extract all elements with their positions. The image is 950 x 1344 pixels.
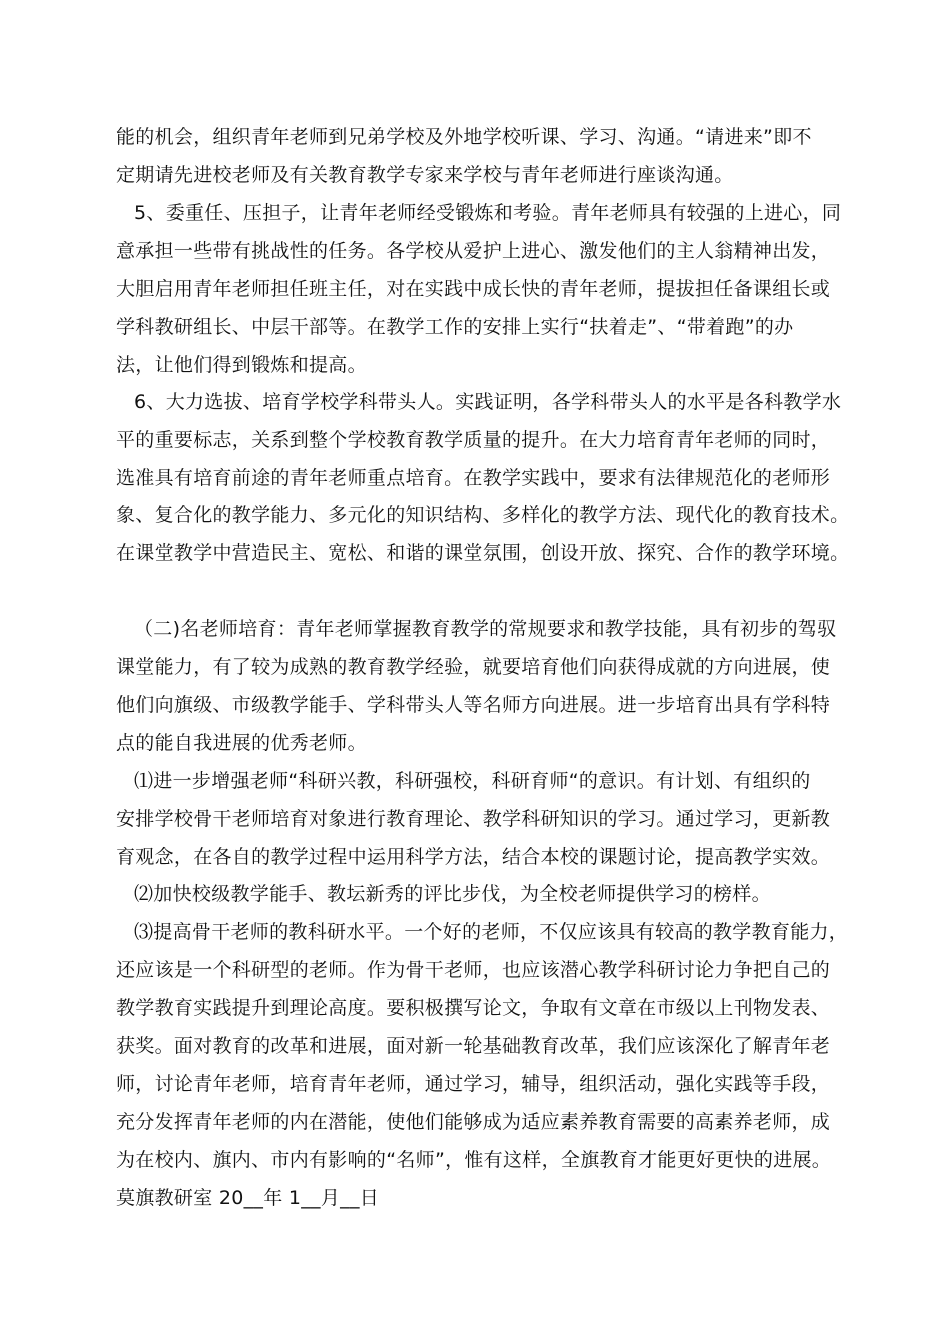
paragraph-line: 教学教育实践提升到理论高度。要积极撰写论文，争取有文章在市级以上刊物发表、 xyxy=(116,997,831,1019)
paragraph-line: 平的重要标志，关系到整个学校教育教学质量的提升。在大力培育青年老师的同时， xyxy=(116,429,831,451)
paragraph-line: 能的机会，组织青年老师到兄弟学校及外地学校听课、学习、沟通。“请进来”即不 xyxy=(116,126,812,148)
paragraph-line: 6、大力选拔、培育学校学科带头人。实践证明，各学科带头人的水平是各科教学水 xyxy=(134,391,842,413)
paragraph-line: 学科教研组长、中层干部等。在教学工作的安排上实行“扶着走”、“带着跑”的办 xyxy=(116,316,794,338)
paragraph-line: 点的能自我进展的优秀老师。 xyxy=(116,732,367,754)
paragraph-line: 在课堂教学中营造民主、宽松、和谐的课堂氛围，创设开放、探究、合作的教学环境。 xyxy=(116,542,850,564)
paragraph-line: 大胆启用青年老师担任班主任，对在实践中成长快的青年老师，提拔担任备课组长或 xyxy=(116,278,831,300)
signature-date-line: 莫旗教研室 20__年 1__月__日 xyxy=(116,1187,380,1209)
paragraph-line: 育观念，在各自的教学过程中运用科学方法，结合本校的课题讨论，提高教学实效。 xyxy=(116,846,831,868)
paragraph-line: 他们向旗级、市级教学能手、学科带头人等名师方向进展。进一步培育出具有学科特 xyxy=(116,694,831,716)
paragraph-line: 定期请先进校老师及有关教育教学专家来学校与青年老师进行座谈沟通。 xyxy=(116,164,734,186)
paragraph-line: 选准具有培育前途的青年老师重点培育。在教学实践中，要求有法律规范化的老师形 xyxy=(116,467,831,489)
section-heading-line: （二)名老师培育：青年老师掌握教育教学的常规要求和教学技能，具有初步的驾驭 xyxy=(134,618,837,640)
paragraph-line: 师，讨论青年老师，培育青年老师，通过学习，辅导，组织活动，强化实践等手段， xyxy=(116,1073,831,1095)
paragraph-line: 获奖。面对教育的改革和进展，面对新一轮基础教育改革，我们应该深化了解青年老 xyxy=(116,1035,831,1057)
paragraph-line: 课堂能力，有了较为成熟的教育教学经验，就要培育他们向获得成就的方向进展，使 xyxy=(116,656,831,678)
paragraph-line: 5、委重任、压担子，让青年老师经受锻炼和考验。青年老师具有较强的上进心，同 xyxy=(134,202,842,224)
paragraph-line: ⑵加快校级教学能手、教坛新秀的评比步伐，为全校老师提供学习的榜样。 xyxy=(134,883,771,905)
paragraph-line: ⑶提高骨干老师的教科研水平。一个好的老师，不仅应该具有较高的教学教育能力， xyxy=(134,921,849,943)
paragraph-line: ⑴进一步增强老师“科研兴教，科研强校，科研育师“的意识。有计划、有组织的 xyxy=(134,770,811,792)
paragraph-line: 还应该是一个科研型的老师。作为骨干老师，也应该潜心教学科研讨论力争把自己的 xyxy=(116,959,831,981)
paragraph-line: 法，让他们得到锻炼和提高。 xyxy=(116,354,367,376)
paragraph-line: 为在校内、旗内、市内有影响的“名师”，惟有这样，全旗教育才能更好更快的进展。 xyxy=(116,1149,832,1171)
paragraph-line: 安排学校骨干老师培育对象进行教育理论、教学科研知识的学习。通过学习，更新教 xyxy=(116,808,831,830)
paragraph-line: 象、复合化的教学能力、多元化的知识结构、多样化的教学方法、现代化的教育技术。 xyxy=(116,504,850,526)
paragraph-line: 意承担一些带有挑战性的任务。各学校从爱护上进心、激发他们的主人翁精神出发， xyxy=(116,240,831,262)
paragraph-line: 充分发挥青年老师的内在潜能，使他们能够成为适应素养教育需要的高素养老师，成 xyxy=(116,1111,831,1133)
